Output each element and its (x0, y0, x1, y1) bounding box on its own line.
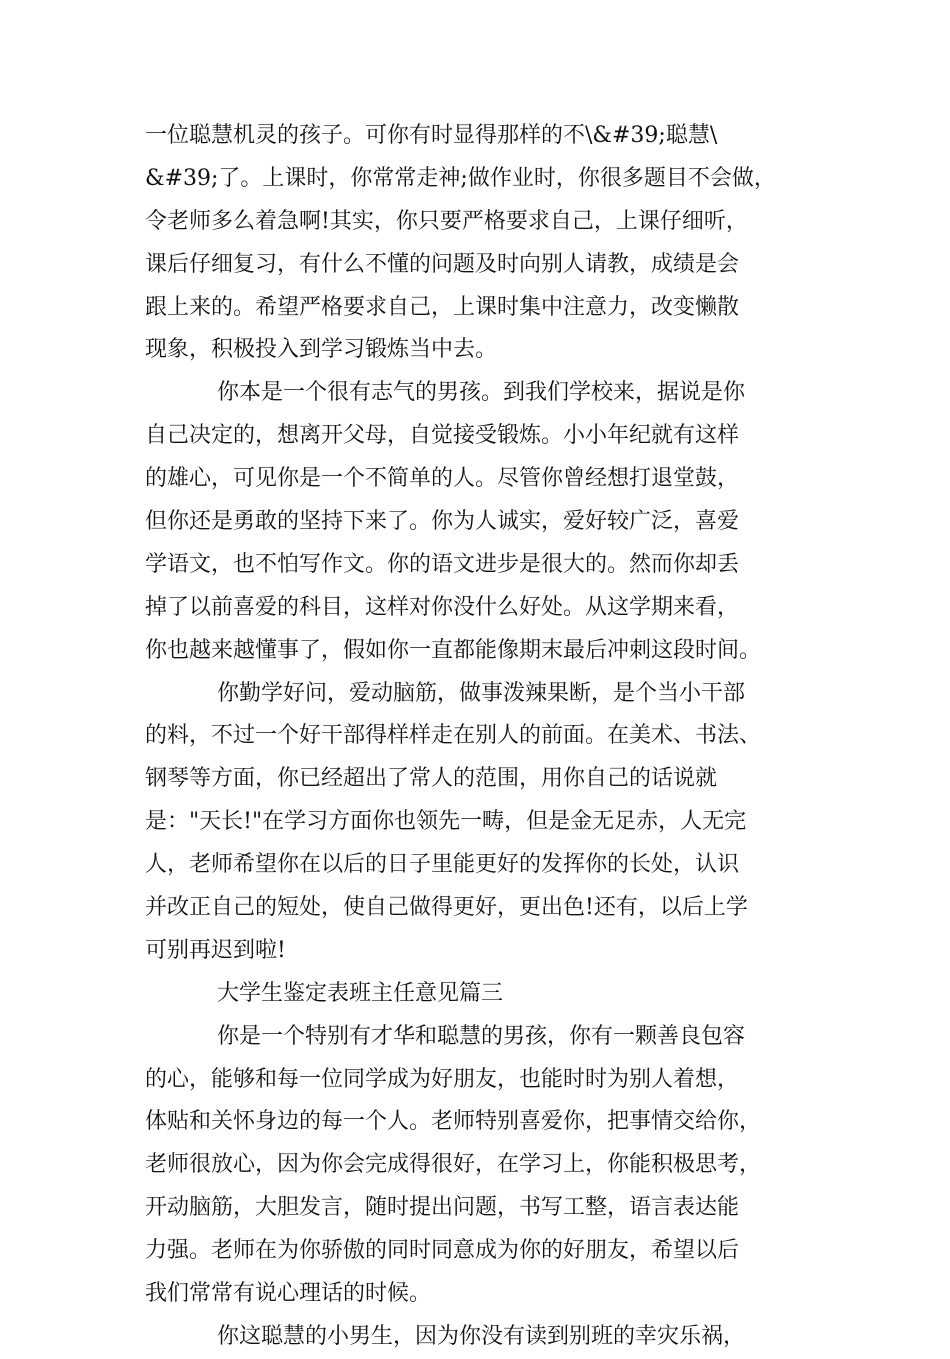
document-page (145, 115, 805, 1359)
text-line: 的雄心，可见你是一个不简单的人。尽管你曾经想打退堂鼓， (145, 466, 740, 492)
text-line: 的心，能够和每一位同学成为好朋友，也能时时为别人着想， (145, 1066, 740, 1092)
text-line: 你勤学好问，爱动脑筋，做事泼辣果断，是个当小干部 (217, 680, 746, 706)
text-line: 课后仔细复习，有什么不懂的问题及时向别人请教，成绩是会 (145, 251, 740, 277)
text-line: 我们常常有说心理话的时候。 (145, 1281, 432, 1307)
text-line: 令老师多么着急啊!其实，你只要严格要求自己，上课仔细听， (145, 208, 748, 234)
text-line: 力强。老师在为你骄傲的同时同意成为你的好朋友，希望以后 (145, 1238, 740, 1264)
text-line: 现象，积极投入到学习锻炼当中去。 (145, 337, 498, 363)
text-line: 掉了以前喜爱的科目，这样对你没什么好处。从这学期来看， (145, 594, 740, 620)
text-line: 老师很放心，因为你会完成得很好，在学习上，你能积极思考， (145, 1152, 762, 1178)
text-line: 可别再迟到啦! (145, 937, 286, 963)
text-line: 你这聪慧的小男生，因为你没有读到别班的幸灾乐祸， (217, 1323, 746, 1349)
text-line: 开动脑筋，大胆发言，随时提出问题，书写工整，语言表达能 (145, 1195, 740, 1221)
text-line: 并改正自己的短处，使自己做得更好，更出色!还有，以后上学 (145, 895, 748, 921)
text-line: 跟上来的。希望严格要求自己，上课时集中注意力，改变懒散 (145, 294, 740, 320)
text-line: 学语文，也不怕写作文。你的语文进步是很大的。然而你却丢 (145, 551, 740, 577)
text-line: 钢琴等方面，你已经超出了常人的范围，用你自己的话说就 (145, 766, 718, 792)
text-line: 大学生鉴定表班主任意见篇三 (217, 980, 504, 1006)
text-line: 你本是一个很有志气的男孩。到我们学校来，据说是你 (217, 380, 746, 406)
text-line: &#39;了。上课时，你常常走神;做作业时，你很多题目不会做， (145, 165, 776, 191)
text-line: 你是一个特别有才华和聪慧的男孩，你有一颗善良包容 (217, 1023, 746, 1049)
text-line: 自己决定的，想离开父母，自觉接受锻炼。小小年纪就有这样 (145, 423, 740, 449)
text-line: 体贴和关怀身边的每一个人。老师特别喜爱你，把事情交给你， (145, 1109, 762, 1135)
text-line: 一位聪慧机灵的孩子。可你有时显得那样的不\&#39;聪慧\ (145, 123, 718, 148)
text-line: 是："天长!"在学习方面你也领先一畴，但是金无足赤，人无完 (145, 809, 747, 835)
text-line: 但你还是勇敢的坚持下来了。你为人诚实，爱好较广泛，喜爱 (145, 509, 740, 535)
text-line: 人，老师希望你在以后的日子里能更好的发挥你的长处，认识 (145, 852, 740, 878)
text-line: 的料，不过一个好干部得样样走在别人的前面。在美术、书法、 (145, 723, 762, 749)
text-line: 你也越来越懂事了，假如你一直都能像期末最后冲刺这段时间。 (145, 637, 762, 663)
